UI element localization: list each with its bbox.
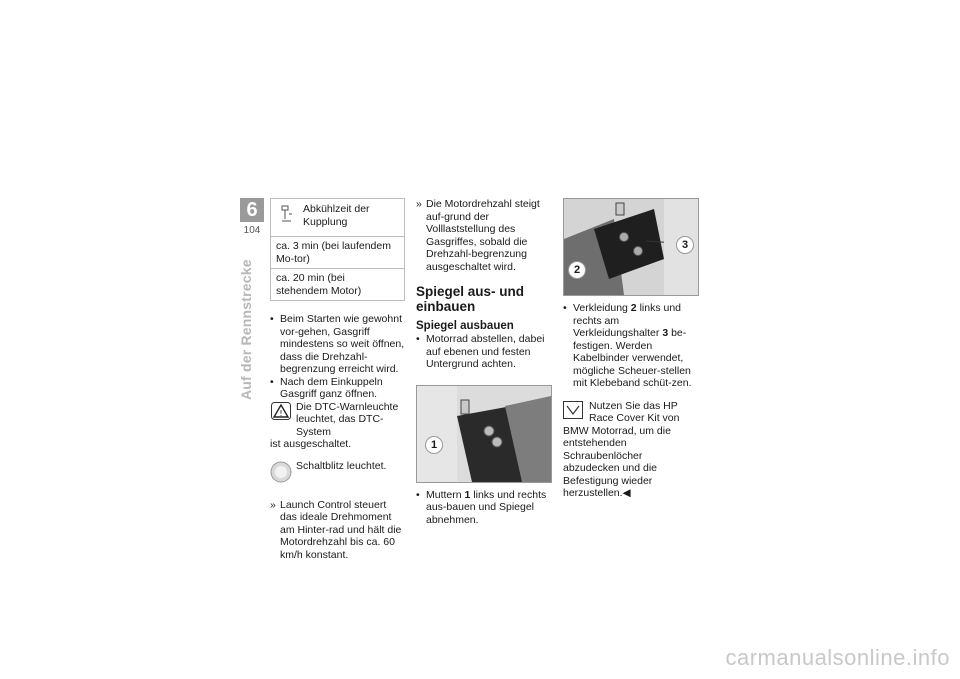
- page-number: 104: [243, 225, 261, 236]
- list-item: [416, 489, 552, 527]
- callout-number: 2: [630, 302, 637, 314]
- dtc-warning-note: [270, 401, 405, 451]
- list-item: • Motorrad abstellen, dabei auf ebenen und festen Untergrund achten.: [416, 333, 552, 371]
- result-text: » Die Motordrehzahl steigt auf-grund der Volllaststellung des Gasgriffes, sobald die Drehzahl-begrenzung ausgeschaltet wird.: [416, 198, 552, 273]
- shift-light-icon: [270, 461, 292, 483]
- tip-note: [563, 400, 699, 500]
- list-item-text: links und rechts am Verkleidungshalter: [573, 302, 682, 339]
- shift-light-note: [270, 459, 405, 487]
- list-item: [563, 302, 699, 390]
- list-item-text: Verkleidung: [573, 302, 628, 314]
- photo-callout-3: 3: [676, 236, 694, 254]
- mirror-mount-illustration: [417, 386, 551, 482]
- watermark: carmanualsonline.info: [725, 645, 950, 670]
- column-2: [416, 198, 552, 526]
- warning-line: Die DTC-Warnleuchte: [296, 400, 399, 413]
- table-header-text: Abkühlzeit der Kupplung: [303, 203, 370, 228]
- fairing-photo: [563, 198, 699, 296]
- list-item: • Nach dem Einkuppeln Gasgriff ganz öffnen.: [270, 376, 405, 401]
- column-3: [563, 198, 699, 500]
- svg-text:!: !: [279, 408, 283, 418]
- clutch-icon: [279, 205, 295, 223]
- column-1: [270, 198, 405, 561]
- photo-callout-1: 1: [425, 436, 443, 454]
- shift-light-text: Schaltblitz leuchtet.: [296, 459, 387, 472]
- tip-line: Nutzen Sie das HP: [589, 399, 678, 412]
- bullet-list: [270, 313, 405, 401]
- chapter-title-text: Auf der Rennstrecke: [238, 259, 254, 400]
- list-item: • Beim Starten wie gewohnt vor-gehen, Gasgriff mindestens so weit öffnen, dass die Drehzahl-begrenzung erreicht wird.: [270, 313, 405, 376]
- end-marker: ◀: [622, 487, 631, 499]
- tip-line: [563, 425, 699, 500]
- tip-line: Race Cover Kit von: [589, 412, 680, 424]
- warning-line: ist ausgeschaltet.: [270, 438, 352, 450]
- callout-number: 1: [464, 488, 471, 501]
- section-heading: Spiegel aus- und einbauen: [416, 284, 525, 314]
- list-item-text: be-festigen. Werden Kabelbinder verwendet, mögliche Scheuer-stellen mit Klebeband schüt-zen.: [573, 327, 692, 389]
- list-item-text: Muttern: [426, 488, 462, 501]
- table-row: ca. 20 min (bei stehendem Motor): [271, 268, 404, 300]
- list-item-text: links und rechts aus-bauen und Spiegel abnehmen.: [426, 488, 547, 526]
- table-row: ca. 3 min (bei laufendem Mo-tor): [271, 236, 404, 268]
- warning-line: leuchtet, das DTC-System: [296, 413, 384, 438]
- warning-triangle-icon: [271, 402, 291, 420]
- chapter-number: 6: [240, 198, 264, 222]
- photo-callout-2: 2: [568, 261, 586, 279]
- callout-number: 3: [662, 327, 669, 339]
- subsection-heading: Spiegel ausbauen: [416, 320, 514, 332]
- tip-arrow-icon: [563, 401, 583, 419]
- clutch-cooling-table: [270, 198, 405, 301]
- table-header: [271, 199, 404, 236]
- tip-text: BMW Motorrad, um die entstehenden Schraubenlöcher abzudecken und die Befestigung wieder herzustellen.: [563, 424, 671, 499]
- result-text: » Launch Control steuert das ideale Drehmoment am Hinter-rad und hält die Motordrehzahl bis ca. 60 km/h konstant.: [270, 499, 405, 562]
- mirror-nut-photo: [416, 385, 552, 483]
